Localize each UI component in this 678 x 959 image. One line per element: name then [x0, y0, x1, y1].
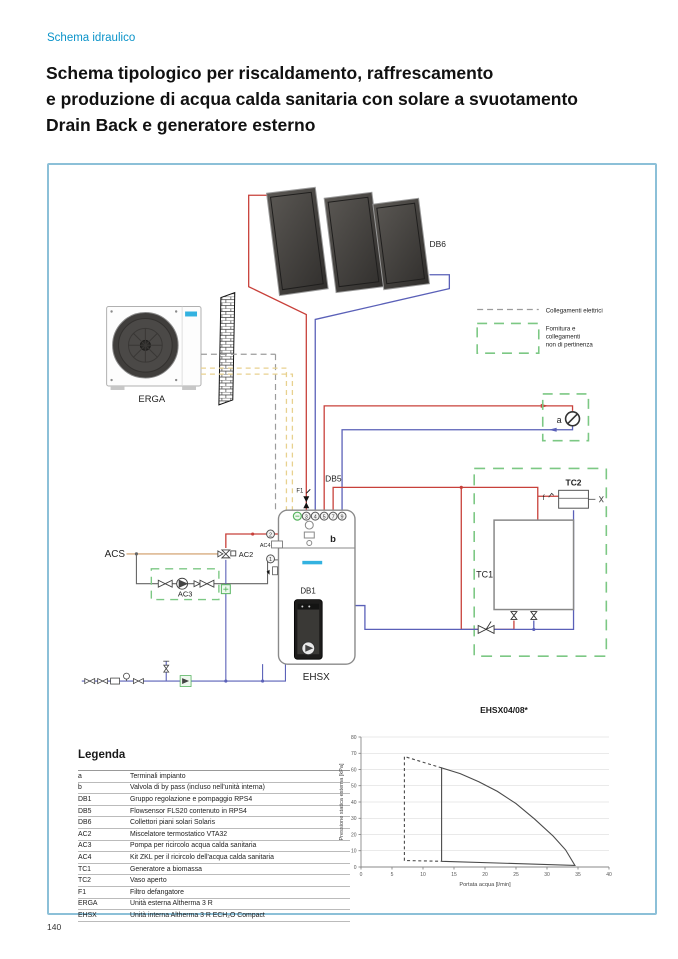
outdoor-unit-erga — [107, 307, 201, 390]
legend-description: Flowsensor FLS20 contenuto in RPS4 — [130, 807, 247, 815]
legend-code: DB5 — [78, 807, 92, 815]
legend-code: AC3 — [78, 842, 92, 850]
label-db6: DB6 — [429, 238, 446, 249]
svg-text:20: 20 — [482, 872, 488, 878]
label-erga: ERGA — [138, 392, 166, 404]
performance-chart — [335, 705, 643, 907]
svg-text:10: 10 — [420, 872, 426, 878]
daikin-wordmark — [302, 561, 322, 564]
chart-title: EHSX04/08* — [480, 705, 528, 715]
title-line-1: Schema tipologico per riscaldamento, raffrescamento — [46, 63, 494, 83]
svg-text:30: 30 — [544, 872, 550, 878]
svg-text:70: 70 — [350, 751, 357, 758]
svg-text:10: 10 — [350, 848, 357, 855]
wall — [219, 293, 235, 405]
label-acs: ACS — [104, 548, 126, 560]
label-ac4: AC4 — [259, 542, 271, 549]
svg-text:1: 1 — [269, 557, 273, 564]
svg-text:0: 0 — [359, 872, 363, 878]
tc1-valves — [478, 612, 537, 634]
diagram-frame — [47, 163, 657, 919]
legend-description: Generatore a biomassa — [130, 865, 203, 873]
ports-top — [302, 512, 346, 520]
legend-row — [78, 852, 350, 864]
tc1-generator — [494, 520, 573, 609]
electrical-line — [201, 354, 276, 513]
left-flag-fitting — [267, 567, 278, 575]
ac3-pump-group — [158, 578, 214, 589]
title-line-3: Drain Back e generatore esterno — [46, 115, 316, 135]
refrigerant-line-2 — [201, 374, 292, 511]
legend-row — [78, 864, 350, 876]
label-tc2: TC2 — [565, 477, 582, 488]
chart-canvas — [335, 715, 643, 907]
label-ac3: AC3 — [177, 589, 193, 599]
legend-code: ERGA — [78, 900, 98, 908]
label-ac2: AC2 — [238, 549, 254, 559]
water-line-fittings — [85, 661, 264, 686]
legend-code: F1 — [78, 888, 87, 896]
legend-description: Filtro defangatore — [130, 888, 185, 896]
legend-code: TC1 — [78, 865, 92, 873]
svg-text:7: 7 — [331, 514, 335, 521]
legend-row — [78, 887, 350, 899]
legend-code: DB6 — [78, 819, 92, 827]
svg-text:2: 2 — [269, 532, 273, 539]
f1-filter — [303, 489, 310, 508]
legend-row — [78, 875, 350, 887]
legend-description: Miscelatore termostatico VTA32 — [130, 830, 228, 838]
page-number: 140 — [47, 922, 62, 932]
legend-description: Collettori piani solari Solaris — [130, 819, 216, 827]
legend-row — [78, 899, 350, 911]
label-tc1: TC1 — [476, 569, 494, 580]
legend-description: Valvola di by pass (incluso nell'unità interna) — [130, 784, 265, 792]
indoor-unit-ehsx — [278, 510, 354, 664]
svg-text:25: 25 — [513, 872, 519, 878]
tc2-open-vessel — [549, 490, 604, 508]
label-ehsx: EHSX — [302, 672, 330, 684]
svg-text:3: 3 — [304, 514, 308, 521]
legend-row — [78, 829, 350, 841]
section-eyebrow: Schema idraulico — [47, 32, 136, 44]
daikin-logo — [185, 312, 197, 317]
terminal-a-box — [543, 394, 589, 441]
label-a: a — [556, 414, 562, 425]
svg-text:60: 60 — [350, 767, 357, 774]
svg-text:Pressione statica esterna [kPa: Pressione statica esterna [kPa] — [339, 763, 345, 841]
legend-description: Pompa per ricircolo acqua calda sanitaria — [130, 842, 257, 850]
ac2-mixing-valve — [218, 550, 236, 558]
legend-description: Kit ZKL per il ricircolo dell'acqua calda sanitaria — [130, 853, 274, 861]
legend-section — [78, 749, 350, 922]
legend-description: Gruppo regolazione e pompaggio RPS4 — [130, 795, 253, 803]
legend-description: Unità interna Altherma 3 R ECH₂O Compact — [130, 911, 265, 919]
legend-code: TC2 — [78, 877, 92, 885]
svg-text:9: 9 — [340, 514, 344, 521]
legend-row — [78, 806, 350, 818]
connections-legend — [477, 310, 539, 354]
label-b: b — [330, 532, 336, 544]
label-f: f — [542, 495, 545, 503]
legend-title: Legenda — [78, 749, 126, 761]
svg-text:15: 15 — [451, 872, 457, 878]
pipe-heating-supply — [324, 406, 572, 512]
legend-row — [78, 910, 350, 922]
legend-table — [78, 770, 350, 922]
legend-supply-line-1: Fornitura e — [545, 325, 576, 333]
svg-text:20: 20 — [350, 832, 357, 839]
legend-code: AC2 — [78, 830, 92, 838]
svg-text:30: 30 — [350, 816, 357, 823]
solar-panels — [267, 187, 430, 295]
svg-text:4: 4 — [313, 514, 317, 521]
legend-supply-line-2: collegamenti — [545, 333, 581, 341]
label-f1: F1 — [296, 488, 304, 495]
svg-text:Portata acqua [l/min]: Portata acqua [l/min] — [459, 882, 511, 888]
page-title — [46, 60, 578, 138]
legend-code: EHSX — [78, 911, 97, 919]
title-line-2: e produzione di acqua calda sanitaria con solare a svuotamento — [46, 89, 578, 109]
svg-text:0: 0 — [353, 864, 357, 871]
svg-text:5: 5 — [322, 514, 326, 521]
svg-text:35: 35 — [575, 872, 581, 878]
legend-electrical-label: Collegamenti elettrici — [545, 307, 603, 315]
svg-text:5: 5 — [390, 872, 394, 878]
legend-description: Terminali impianto — [130, 772, 186, 780]
svg-text:50: 50 — [350, 783, 357, 790]
legend-supply-line-3: non di pertinenza — [545, 341, 593, 349]
legend-code: a — [78, 772, 82, 780]
legend-row — [78, 817, 350, 829]
label-db1: DB1 — [300, 586, 316, 596]
refrigerant-line-1 — [201, 368, 286, 511]
legend-row — [78, 771, 350, 783]
legend-code: AC4 — [78, 853, 92, 861]
svg-text:40: 40 — [350, 799, 357, 806]
legend-description: Vaso aperto — [130, 877, 167, 885]
label-db5: DB5 — [325, 473, 342, 484]
legend-description: Unità esterna Altherma 3 R — [130, 900, 213, 908]
svg-text:40: 40 — [606, 872, 612, 878]
legend-row — [78, 794, 350, 806]
legend-code: DB1 — [78, 795, 92, 803]
legend-row — [78, 841, 350, 853]
svg-text:80: 80 — [350, 734, 357, 741]
legend-row — [78, 783, 350, 795]
legend-code: b — [78, 784, 82, 792]
